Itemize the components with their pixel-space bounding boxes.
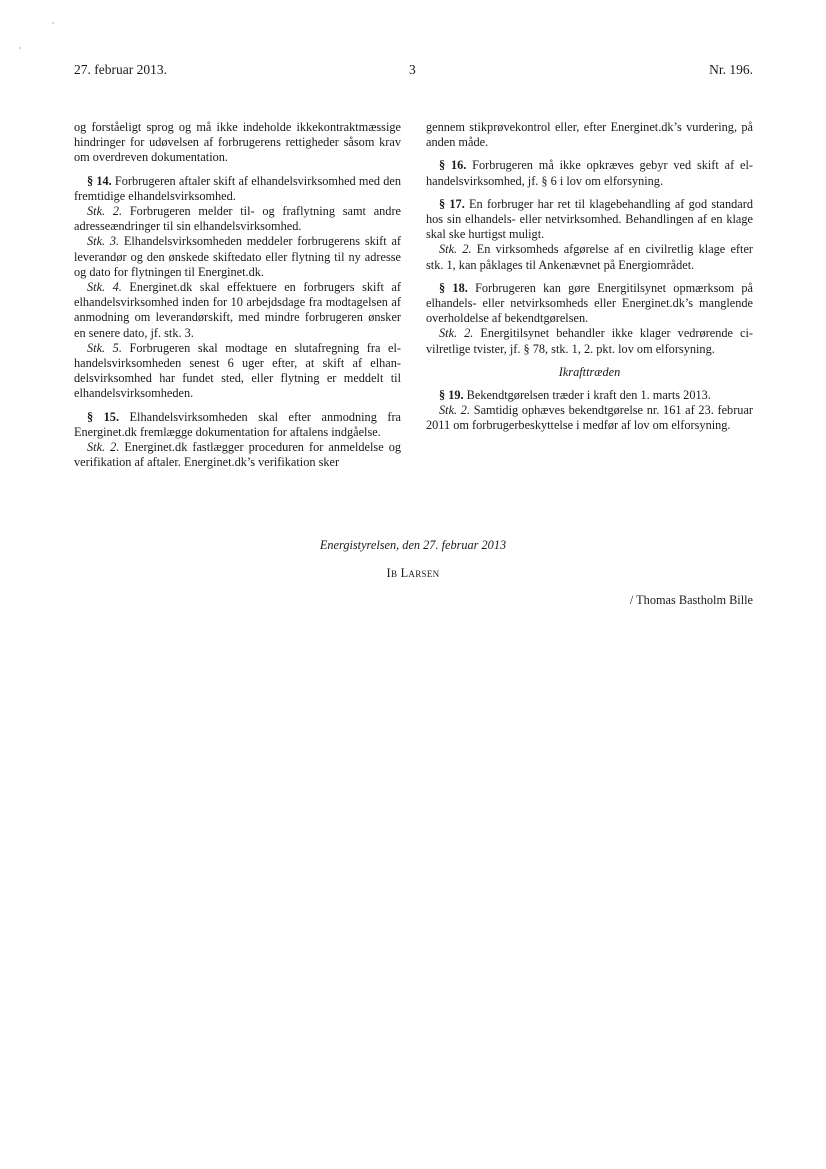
paragraph-text: Energinet.dk skal effektuere en forbrugers skift af elhandelsvirksomhed inden for 10 arbejdsdage fra modtagelsen af anmodning om leverandørskift, med mindre forbrugeren ønsker en senere dato, jf. stk. 3. bbox=[74, 280, 401, 340]
paragraph-text: Elhandelsvirksomheden skal efter anmodning fra Energinet.dk fremlægge dokumentation for aftalens indgåelse. bbox=[74, 409, 402, 439]
issue-number: Nr. 196. bbox=[709, 62, 753, 77]
section-number: § 16. bbox=[439, 158, 467, 173]
section-number: § 17. bbox=[439, 196, 465, 211]
paragraph-text: Forbrugeren aftaler skift af elhandelsvirksomhed med den fremtidige elhandelsvirksomhed. bbox=[74, 173, 401, 203]
subsection-label: Stk. 2. bbox=[87, 440, 120, 455]
subsection-label: Stk. 3. bbox=[87, 234, 120, 249]
paragraph-text: Energinet.dk fastlægger proceduren for anmeldelse og verifikation af aftaler. Energinet.dk’s verifikation sker bbox=[74, 440, 401, 470]
paragraph-text: Energitilsynet behandler ikke klager vedrørende civilretlige tvister, jf. § 78, stk. 1, 2. pkt. lov om elforsyning. bbox=[426, 326, 753, 356]
paragraph-text: Forbrugeren skal modtage en slutafregning fra elhandelsvirksomheden senest 6 uger efter, at skift af elhandelsvirksomhed har fundet sted, eller flytning er meddelt til elhandelsvirksomheden. bbox=[74, 340, 401, 401]
paragraph bbox=[74, 234, 401, 280]
paragraph bbox=[426, 242, 753, 272]
paragraph bbox=[74, 410, 401, 440]
section-number: § 15. bbox=[87, 409, 120, 424]
subsection-label: Stk. 2. bbox=[87, 204, 123, 219]
paragraph bbox=[426, 403, 753, 433]
paragraph bbox=[74, 204, 401, 234]
subsection-label: Stk. 4. bbox=[87, 280, 122, 295]
paragraph bbox=[74, 120, 401, 166]
subsection-label: Stk. 5. bbox=[87, 340, 122, 355]
section-number: § 19. bbox=[439, 388, 464, 403]
scan-speck bbox=[19, 47, 21, 49]
signoff-place-date: Energistyrelsen, den 27. februar 2013 bbox=[319, 538, 507, 552]
paragraph-text: gennem stikprøvekontrol eller, efter Energinet.dk’s vurdering, på anden måde. bbox=[426, 120, 753, 150]
paragraph-text: Forbrugeren må ikke opkræves gebyr ved skift af elhandelsvirksomhed, jf. § 6 i lov om elforsyning. bbox=[426, 158, 753, 188]
right-column bbox=[426, 120, 753, 434]
section-heading: Ikrafttræden bbox=[558, 364, 621, 379]
section-number: § 18. bbox=[439, 280, 468, 295]
paragraph-text: Bekendtgørelsen træder i kraft den 1. marts 2013. bbox=[463, 388, 711, 403]
section-number: § 14. bbox=[87, 173, 112, 188]
paragraph bbox=[426, 388, 753, 403]
signoff-signer: Ib Larsen bbox=[386, 566, 440, 580]
subsection-label: Stk. 2. bbox=[439, 403, 471, 418]
paragraph bbox=[426, 326, 753, 356]
signoff-cosigner: / Thomas Bastholm Bille bbox=[629, 593, 753, 607]
header-date: 27. februar 2013. bbox=[74, 62, 167, 77]
paragraph-text: Elhandelsvirksomheden meddeler forbrugerens skift af leverandør og den ønskede skiftedato eller flytning til ny adresse og dato for flytningen til Energinet.dk. bbox=[74, 234, 401, 279]
subsection-label: Stk. 2. bbox=[439, 326, 474, 341]
subsection-label: Stk. 2. bbox=[439, 242, 472, 257]
paragraph bbox=[426, 158, 753, 188]
paragraph bbox=[74, 440, 401, 470]
page-number: 3 bbox=[409, 62, 416, 77]
paragraph-text: og forståeligt sprog og må ikke indeholde ikkekontraktmæssige hindringer for udøvelsen af forbrugerens rettigheder såsom krav om overdreven dokumentation. bbox=[74, 120, 401, 165]
left-column bbox=[74, 120, 401, 470]
scan-speck bbox=[52, 22, 54, 24]
paragraph bbox=[74, 341, 401, 402]
paragraph-text: Forbrugeren melder til- og fraflytning samt andre adresseændringer til sin elhandelsvirksomhed. bbox=[74, 204, 401, 234]
paragraph bbox=[74, 174, 401, 204]
paragraph bbox=[74, 280, 401, 341]
paragraph-text: En virksomheds afgørelse af en civilretlig klage efter stk. 1, kan påklages til Ankenævnet på Energiområdet. bbox=[426, 242, 753, 272]
paragraph-text: En forbruger har ret til klagebehandling af god standard hos sin elhandels- eller netvirksomhed. Behandlingen af en klage skal ske hurtigst muligt. bbox=[426, 196, 754, 242]
paragraph bbox=[426, 197, 753, 243]
paragraph-text: Forbrugeren kan gøre Energitilsynet opmærksom på elhandels- eller netvirksomheds eller Energinet.dk’s manglende overholdelse af bekendtgørelsen. bbox=[426, 280, 753, 326]
paragraph-text: Samtidig ophæves bekendtgørelse nr. 161 af 23. februar 2011 om forbrugerbeskyttelse i medfør af lov om elforsyning. bbox=[426, 403, 753, 433]
paragraph bbox=[426, 120, 753, 150]
paragraph bbox=[426, 281, 753, 327]
